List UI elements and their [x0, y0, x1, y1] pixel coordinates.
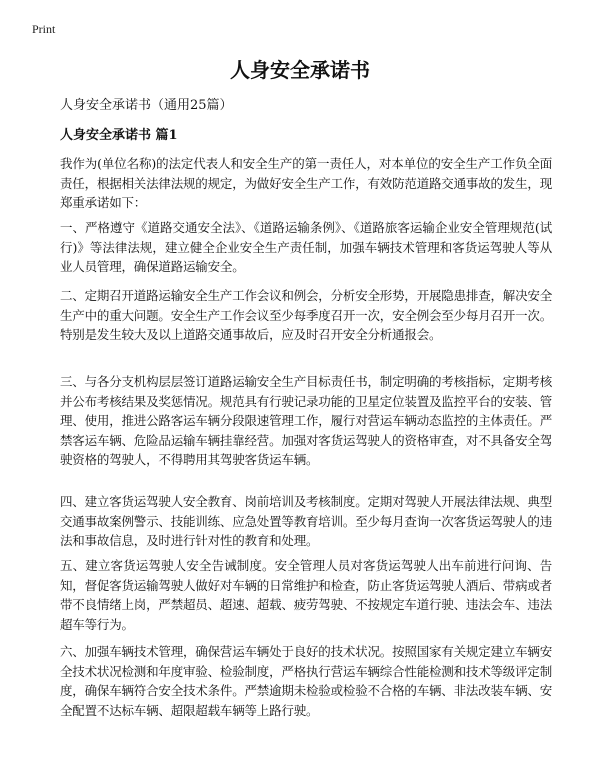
commitment-paragraph-6: 六、加强车辆技术管理，确保营运车辆处于良好的技术状况。按照国家有关规定建立车辆安全技术状况检测和年度审验、检验制度，严格执行营运车辆综合性能检测和技术等级评定制度，确保车辆符合安全技术条件。严禁逾期未检验或检验不合格的车辆、非法改装车辆、安全配置不达标车辆、超限超载车辆等上路行驶。	[60, 644, 553, 718]
commitment-paragraph-1: 一、严格遵守《道路交通安全法》、《道路运输条例》、《道路旅客运输企业安全管理规范(试行)》等法律法规，建立健全企业安全生产责任制，加强车辆技术管理和客货运驾驶人等从业人员管理，确保道路运输安全。	[60, 220, 552, 274]
page-title: 人身安全承诺书	[230, 58, 370, 82]
document-subtitle: 人身安全承诺书（通用25篇）	[60, 98, 233, 113]
section-heading: 人身安全承诺书 篇1	[60, 128, 178, 143]
commitment-paragraph-5: 五、建立客货运驾驶人安全告诫制度。安全管理人员对客货运驾驶人出车前进行问询、告知，督促客货运输驾驶人做好对车辆的日常维护和检查，防止客货运驾驶人酒后、带病或者带不良情绪上岗，严禁超员、超速、超载、疲劳驾驶、不按规定车道行驶、违法会车、违法超车等行为。	[60, 558, 553, 632]
commitment-paragraph-2: 二、定期召开道路运输安全生产工作会议和例会，分析安全形势，开展隐患排查，解决安全生产中的重大问题。安全生产工作会议至少每季度召开一次，安全例会至少每月召开一次。特别是发生较大及以上道路交通事故后，应及时召开安全分析通报会。	[60, 288, 553, 342]
commitment-paragraph-3: 三、与各分支机构层层签订道路运输安全生产目标责任书，制定明确的考核指标，定期考核并公布考核结果及奖惩情况。规范具有行驶记录功能的卫星定位装置及监控平台的安装、管理、使用，推进公路客运车辆分段限速管理工作，履行对营运车辆动态监控的主体责任。严禁客运车辆、危险品运输车辆挂靠经营。加强对客货运驾驶人的资格审查，对不具备安全驾驶资格的驾驶人，不得聘用其驾驶客货运车辆。	[60, 374, 553, 467]
print-link[interactable]: Print	[32, 22, 56, 36]
commitment-paragraph-4: 四、建立客货运驾驶人安全教育、岗前培训及考核制度。定期对驾驶人开展法律法规、典型交通事故案例警示、技能训练、应急处置等教育培训。至少每月查询一次客货运驾驶人的违法和事故信息，及时进行针对性的教育和处理。	[60, 494, 553, 548]
intro-paragraph: 我作为(单位名称)的法定代表人和安全生产的第一责任人，对本单位的安全生产工作负全面责任，根据相关法律法规的规定，为做好安全生产工作，有效防范道路交通事故的发生，现郑重承诺如下：	[60, 156, 553, 210]
